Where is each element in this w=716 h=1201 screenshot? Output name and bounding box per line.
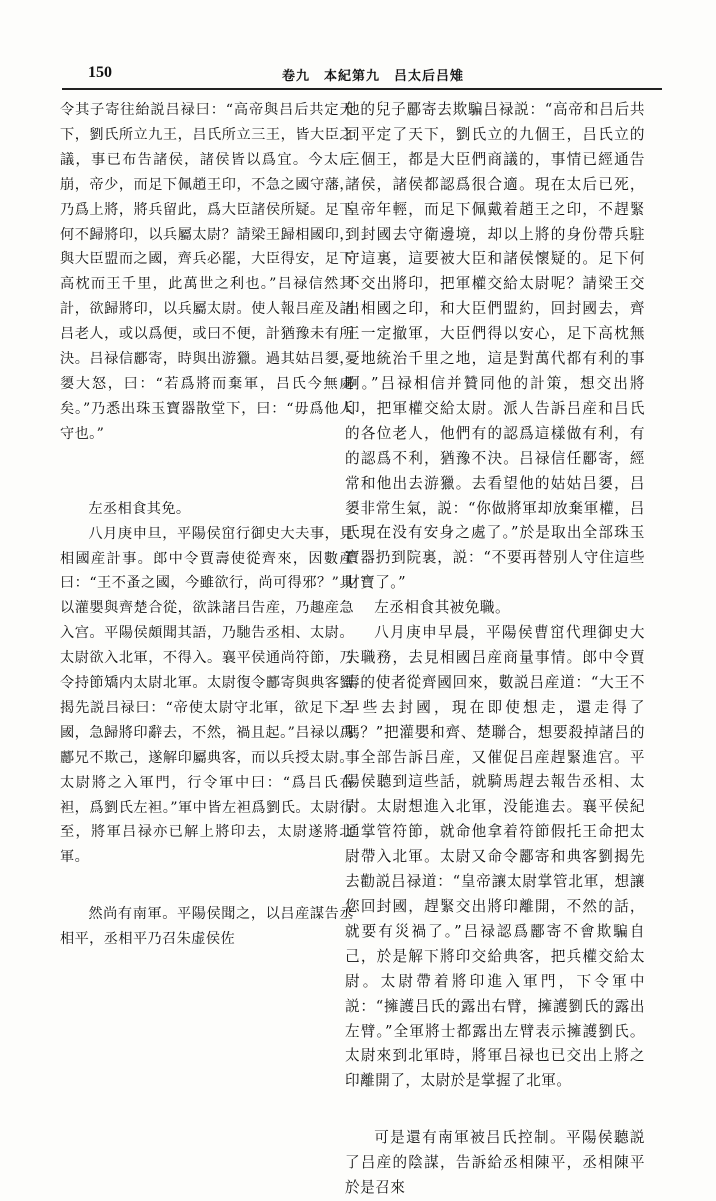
translation-paragraph-4: 可是還有南軍被吕氏控制。平陽侯聽説了吕産的陰謀，告訴給丞相陳平，丞相陳平於是召來 [345,1129,645,1197]
header-rule [62,88,662,90]
classical-paragraph-1: 令其子寄往紿説吕禄曰：“高帝與吕后共定天下，劉氏所立九王，吕氏所立三王，皆大臣之議，事已布告諸侯，諸侯皆以爲宜。今太后崩，帝少，而足下佩趙王印，不急之國守藩，乃爲上將，將兵留此，爲大臣諸侯所疑。足下何不歸將印，以兵屬太尉？請梁王歸相國印，與大臣盟而之國，齊兵必罷，大臣得安，足下高枕而王千里，此萬世之利也。”吕禄信然其計，欲歸將印，以兵屬太尉。使人報吕産及諸吕老人，或以爲便，或曰不便，計猶豫未有所決。吕禄信酈寄，時與出游獵。過其姑吕嬃，嬃大怒，曰：“若爲將而棄軍，吕氏今無處矣。”乃悉出珠玉寶器散堂下，曰：“毋爲他人守也。” [60,102,354,442]
classical-paragraph-3: 八月庚申旦，平陽侯窋行御史大夫事，見相國産計事。郎中令賈壽使從齊來，因數産曰：“王不蚤之國，今雖欲行，尚可得邪？”具以灌嬰與齊楚合從，欲誅諸吕告産，乃趣産急入宫。平陽侯頗聞其語，乃馳告丞相、太尉。太尉欲入北軍，不得入。襄平侯通尚符節，乃令持節矯内太尉北軍。太尉復令酈寄與典客劉揭先説吕禄曰：“帝使太尉守北軍，欲足下之國，急歸將印辭去，不然，禍且起。”吕禄以爲酈兄不欺己，遂解印屬典客，而以兵授太尉。太尉將之入軍門，行令軍中曰：“爲吕氏右袒，爲劉氏左袒。”軍中皆左袒爲劉氏。太尉行至，將軍吕禄亦已解上將印去，太尉遂將北軍。 [60,525,354,866]
paragraph-gap [60,447,354,497]
translation-paragraph-3: 八月庚申早晨，平陽侯曹窋代理御史大夫職務，去見相國吕産商量事情。郎中令賈壽的使者從齊國回來，數説吕産道：“大王不早些去封國，現在即使想走，還走得了嗎？”把灌嬰和齊、楚聯合，想要殺掉諸吕的事全部告訴吕産，又催促吕産趕緊進宫。平陽侯聽到這些話，就騎馬趕去報告丞相、太尉。太尉想進入北軍，没能進去。襄平侯紀通掌管符節，就命他拿着符節假托王命把太尉帶入北軍。太尉又命令酈寄和典客劉揭先去勸説吕禄道：“皇帝讓太尉掌管北軍，想讓您回封國，趕緊交出將印離開，不然的話，就要有災禍了。”吕禄認爲酈寄不會欺騙自己，於是解下將印交給典客，把兵權交給太尉。太尉帶着將印進入軍門，下令軍中説：“擁護吕氏的露出右臂，擁護劉氏的露出左臂。”全軍將士都露出左臂表示擁護劉氏。太尉來到北軍時，將軍吕禄也已交出上將之印離開了，太尉於是掌握了北軍。 [345,624,645,1090]
translation-paragraph-1: 他的兒子酈寄去欺騙吕禄説：“高帝和吕后共同平定了天下，劉氏立的九個王，吕氏立的三個王，都是大臣們商議的，事情已經通告諸侯，諸侯都認爲很合適。現在太后已死，皇帝年輕，而足下佩戴着趙王之印，不趕緊到封國去守衛邊境，却以上將的身份帶兵駐守這裏，這要被大臣和諸侯懷疑的。足下何不交出將印，把軍權交給太尉呢？請梁王交出相國之印，和大臣們盟約，回封國去，齊王一定撤軍，大臣們得以安心，足下高枕無憂地統治千里之地，這是對萬代都有利的事啊。”吕禄相信并贊同他的計策，想交出將印，把軍權交給太尉。派人告訴吕産和吕氏的各位老人，他們有的認爲這樣做有利，有的認爲不利，猶豫不決。吕禄信任酈寄，經常和他出去游獵。去看望他的姑姑吕嬃，吕嬃非常生氣，説：“你做將軍却放棄軍權，吕氏現在没有安身之處了。”於是取出全部珠玉寶器扔到院裏，説：“不要再替别人守住這些財寶了。” [345,101,645,592]
page-header [62,64,662,82]
paragraph-gap [345,1094,645,1126]
classical-paragraph-4: 然尚有南軍。平陽侯聞之，以吕産謀告丞相平，丞相平乃召朱虚侯佐 [60,906,354,948]
translation-paragraph-2: 左丞相食其被免職。 [374,599,511,617]
classical-paragraph-2: 左丞相食其免。 [88,500,191,517]
classical-text-column [60,98,354,952]
page-number: 150 [88,64,112,81]
translation-text-column [345,98,645,1201]
running-title: 卷九 本紀第九 吕太后吕雉 [282,69,465,84]
paragraph-gap [60,870,354,902]
